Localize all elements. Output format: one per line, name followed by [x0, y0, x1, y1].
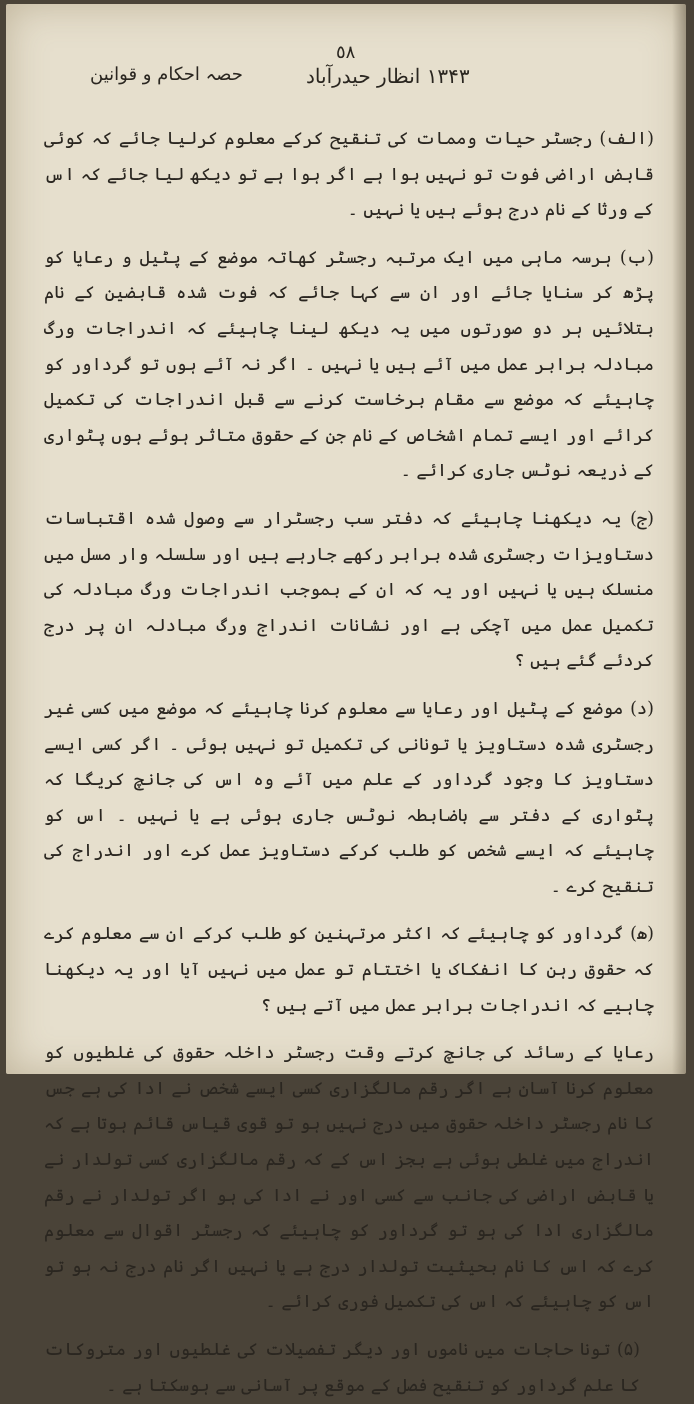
- page-number: ٥٨: [336, 42, 356, 63]
- paragraph-be: (ب) ہرسہ ماہی میں ایک مرتبہ رجسٹر کھاتہ موضع کے پٹیل و رعایا کو پڑھ کر سنایا جائے اور ان سے کہا جائے کہ فوت شدہ قابضین کے نام بتلائیں ہر دو صورتوں میں یہ دیکھ لینا چاہیئے کہ اندراجات ورگ مبادلہ برابر عمل میں آئے ہیں یا نہیں ۔ اگر نہ آئے ہوں تو گرداور کو چاہیئے کہ موضع سے مقام برخاست کرنے سے قبل اندراجات کی تکمیل کرائے اور ایسے تمام اشخاص کے نام جن کے حقوق متاثر ہوئے ہوں پٹواری کے ذریعہ نوٹس جاری کرائے ۔: [44, 247, 654, 482]
- paragraph-dal: (د) موضع کے پٹیل اور رعایا سے معلوم کرنا چاہیئے کہ موضع میں کسی غیر رجسٹری شدہ دستاویز یا تونانی کی تکمیل تو نہیں ہوئی ۔ اگر کسی ایسے دستاویز کا وجود گرداور کے علم میں آئے وہ اس کی جانچ کریگا کہ پٹواری کے دفتر سے باضابطہ نوٹس جاری ہوئی ہے یا نہیں ۔ اس کو چاہیئے کہ ایسے شخص کو طلب کرکے دستاویز عمل کرے اور اندراج کی تنقیح کرے ۔: [44, 698, 654, 897]
- running-header-section: حصہ احکام و قوانین: [90, 64, 243, 85]
- paragraph-five: (۵) تونا حاجات میں ناموں اور دیگر تفصیلات کی غلطیوں اور متروکات کا علم گرداور کو تنقیح فصل کے موقع پر آسانی سے ہوسکتا ہے ۔: [44, 1340, 640, 1396]
- paragraph-jeem: (ج) یہ دیکھنا چاہیئے کہ دفتر سب رجسٹرار سے وصول شدہ اقتباسات دستاویزات رجسٹری شدہ برابر رکھے جارہے ہیں اور سلسلہ وار مسل میں منسلک ہیں یا نہیں اور یہ کہ ان کے بموجب اندراجات ورگ مبادلہ کی تکمیل عمل میں آچکی ہے اور نشانات اندراج ورگ مبادلہ ان پر درج کردئے گئے ہیں ؟: [44, 508, 654, 672]
- document-page: [6, 4, 686, 1396]
- paragraph-alif: (الف) رجسٹر حیات وممات کی تنقیح کرکے معلوم کرلیا جائے کہ کوئی قابض اراضی فوت تو نہیں ہوا ہے اگر ہوا ہے تو دیکھ لیا جائے کہ اس کے ورثا کے نام درج ہوئے ہیں یا نہیں ۔: [44, 129, 654, 221]
- body-text: [44, 122, 654, 1404]
- paragraph-rasaid: رعایا کے رسائد کی جانچ کرتے وقت رجسٹر داخلہ حقوق کی غلطیوں کو معلوم کرنا آسان ہے اگر رقم مالگزاری کسی ایسے شخص نے ادا کی ہے جس کا نام رجسٹر داخلہ حقوق میں درج نہیں ہو تو قوی قیاس قائم ہوتا ہے کہ اندراج میں غلطی ہوئی ہے بجز اس کے کہ رقم مالگزاری کسی تولدار نے یا قابض اراضی کی جانب سے کسی اور نے ادا کی ہو اگر تولدار نے رقم مالگزاری ادا کی ہو تو گرداور کو چاہیئے کہ رجسٹر اقوال سے معلوم کرے کہ اس کا نام بحیثیت تولدار درج ہے یا نہیں اگر نام درج نہ ہو تو اس کو چاہیئے کہ اس کی تکمیل فوری کرائے ۔: [44, 1043, 654, 1313]
- page-edge-shadow: [672, 4, 686, 1074]
- running-header-title: ۱۳۴۳ انظار حیدرآباد: [306, 64, 470, 88]
- paragraph-he: (ھ) گرداور کو چاہیئے کہ اکثر مرتہنین کو طلب کرکے ان سے معلوم کرے کہ حقوق رہن کا انفکاک یا اختتام تو عمل میں نہیں آیا اور یہ دیکھنا چاہیے کہ اندراجات برابر عمل میں آتے ہیں ؟: [44, 924, 654, 1016]
